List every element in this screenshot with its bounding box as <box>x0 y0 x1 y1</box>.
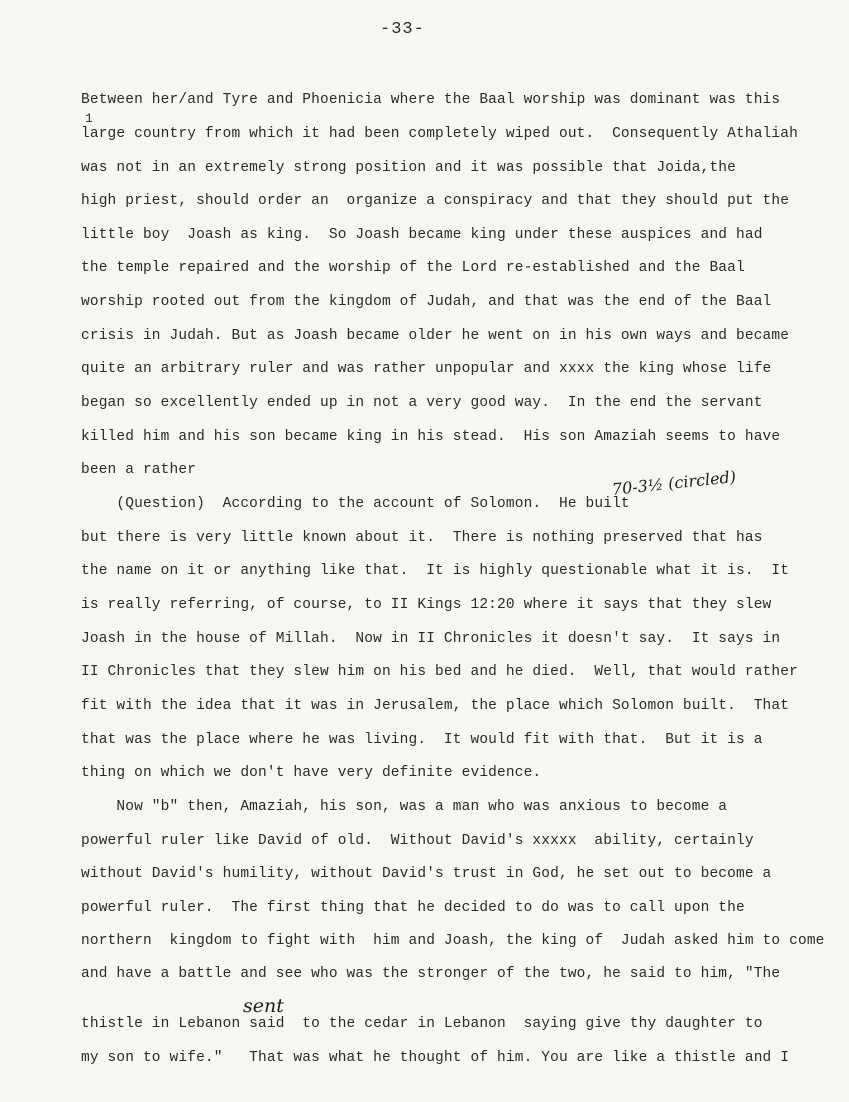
text-line: large country from which it had been completely wiped out. Consequently Athaliah <box>81 126 798 142</box>
text-line: my son to wife." That was what he thought of him. You are like a thistle and I <box>81 1050 790 1066</box>
text-line: powerful ruler. The first thing that he decided to do was to call upon the <box>81 900 745 916</box>
text-line: Joash in the house of Millah. Now in II Chronicles it doesn't say. It says in <box>81 631 781 647</box>
page-number: -33- <box>380 20 425 39</box>
text-line: quite an arbitrary ruler and was rather unpopular and xxxx the king whose life <box>81 361 772 377</box>
text-line: Between her/and Tyre and Phoenicia where the Baal worship was dominant was this <box>81 92 781 108</box>
text-line: the name on it or anything like that. It is highly questionable what it is. It <box>81 563 790 579</box>
text-line: killed him and his son became king in his stead. His son Amaziah seems to have <box>81 429 781 445</box>
text-line: and have a battle and see who was the stronger of the two, he said to him, "The <box>81 966 781 982</box>
text-line: Now "b" then, Amaziah, his son, was a man who was anxious to become a <box>81 799 728 815</box>
text-line: but there is very little known about it. There is nothing preserved that has <box>81 530 763 546</box>
text-line: began so excellently ended up in not a very good way. In the end the servant <box>81 395 763 411</box>
text-line: II Chronicles that they slew him on his bed and he died. Well, that would rather <box>81 664 798 680</box>
text-line: (Question) According to the account of Solomon. He built <box>81 496 630 512</box>
text-line: is really referring, of course, to II Kings 12:20 where it says that they slew <box>81 597 772 613</box>
text-line: powerful ruler like David of old. Without David's xxxxx ability, certainly <box>81 833 754 849</box>
text-line: thistle in Lebanon said to the cedar in Lebanon saying give thy daughter to <box>81 1016 763 1032</box>
text-line: the temple repaired and the worship of the Lord re-established and the Baal <box>81 260 745 276</box>
text-line: crisis in Judah. But as Joash became older he went on in his own ways and became <box>81 328 790 344</box>
text-line: without David's humility, without David's trust in God, he set out to become a <box>81 866 772 882</box>
text-line: worship rooted out from the kingdom of Judah, and that was the end of the Baal <box>81 294 772 310</box>
text-line: thing on which we don't have very definite evidence. <box>81 765 542 781</box>
text-line: been a rather <box>81 462 197 478</box>
text-line: little boy Joash as king. So Joash became king under these auspices and had <box>81 227 763 243</box>
margin-footnote-number: 1 <box>85 111 93 126</box>
handwritten-margin-note: 70-3½ (circled) <box>611 467 737 499</box>
handwritten-correction: sent <box>243 995 284 1017</box>
text-line: fit with the idea that it was in Jerusalem, the place which Solomon built. That <box>81 698 790 714</box>
text-line: was not in an extremely strong position and it was possible that Joida,the <box>81 160 737 176</box>
text-line: that was the place where he was living. It would fit with that. But it is a <box>81 732 763 748</box>
text-line: high priest, should order an organize a conspiracy and that they should put the <box>81 193 790 209</box>
text-line: northern kingdom to fight with him and Joash, the king of Judah asked him to come <box>81 933 825 949</box>
